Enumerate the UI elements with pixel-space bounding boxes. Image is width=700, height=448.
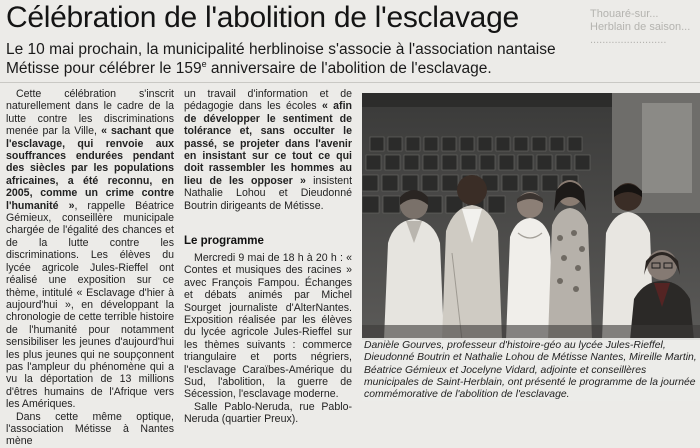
bleed-through-text: Thouaré-sur... Herblain de saison... .........................	[590, 8, 691, 46]
headline: Célébration de l'abolition de l'esclavage	[6, 1, 519, 34]
paragraph	[184, 88, 352, 212]
group-photo-illustration	[362, 93, 700, 340]
photo-caption: Danièle Gourves, professeur d'histoire-géo au lycée Jules-Rieffel, Dieudonné Boutrin et Nathalie Lohou de Métisse Nantes, Mireille Martin, Béatrice Gémieux et Jocelyne Vidard, adjointe et conseillères municipales de Saint-Herblain, ont présenté le programme de la journée commémorative de l'abolition de l'esclavage.	[362, 338, 700, 401]
divider	[0, 82, 700, 83]
lede-text: Le 10 mai prochain, la municipalité herblinoise s'associe à l'association nantaise Métisse pour célébrer le 159	[6, 41, 556, 77]
body-text: , rappelle Béatrice Gémieux, conseillère municipale chargée de l'égalité des chances et de la lutte contre les discriminations. Les élèves du lycée agricole Jules-Rieffel ont réalisé une exposition sur ce thème, intitulé « Esclavage d'hier à aujourd'hui », en développant la chronologie de cette terrible histoire de l'humanité pour notamment sensibiliser les jeunes d'aujourd'hui les plus jeunes qui ne soupçonnent pas l'ampleur du phénomène qui a vu la déportation de 13 millions d'êtres humains de l'Afrique vers les Amériques.	[6, 199, 175, 411]
lede-text-end: anniversaire de l'abolition de l'esclavage.	[206, 60, 492, 77]
body-column-1	[6, 88, 174, 448]
paragraph: Salle Pablo-Neruda, rue Pablo-Neruda (quartier Preux).	[184, 400, 352, 426]
quote-bold: « afin de développer le sentiment de tolérance et, sans occulter le passé, se projeter dans l'avenir en insistant sur ce tout ce qui doit rassembler les hommes au lieu de les opposer »	[184, 100, 352, 187]
group-photo	[362, 93, 700, 340]
lede-superscript: e	[201, 59, 207, 69]
program-text	[184, 252, 352, 426]
quote-bold: « sachant que l'esclavage, qui renvoie aux souffrances endurées pendant des siècles par les populations africaines, a été reconnu, en 2005, comme un crime contre l'humanité »	[6, 125, 174, 212]
section-subhead: Le programme	[184, 235, 264, 247]
paragraph	[6, 88, 174, 411]
body-text: Cette célébration s'inscrit naturellement dans le cadre de la lutte contre les discriminations menée par la Ville,	[6, 88, 174, 138]
paragraph: Mercredi 9 mai de 18 h à 20 h : « Contes et musiques des racines » avec François Fampou. Échanges et débats animés par Michel Sourget journaliste d'AlterNantes. Exposition réalisée par les élèves du lycée agricole Jules-Rieffel sur les thèmes suivants : commerce triangulaire et ports négriers, l'esclavage Caraïbes-Amérique du Sud, l'abolition, la guerre de Sécession, l'esclavage moderne.	[184, 252, 352, 401]
body-text: un travail d'information et de pédagogie dans les écoles	[184, 88, 352, 113]
lede	[6, 40, 566, 78]
paragraph: Dans cette même optique, l'association Métisse à Nantes mène	[6, 410, 174, 448]
body-text: insistent Nathalie Lohou et Dieudonné Boutrin dirigeants de Métisse.	[184, 174, 353, 212]
body-column-2	[184, 88, 352, 212]
